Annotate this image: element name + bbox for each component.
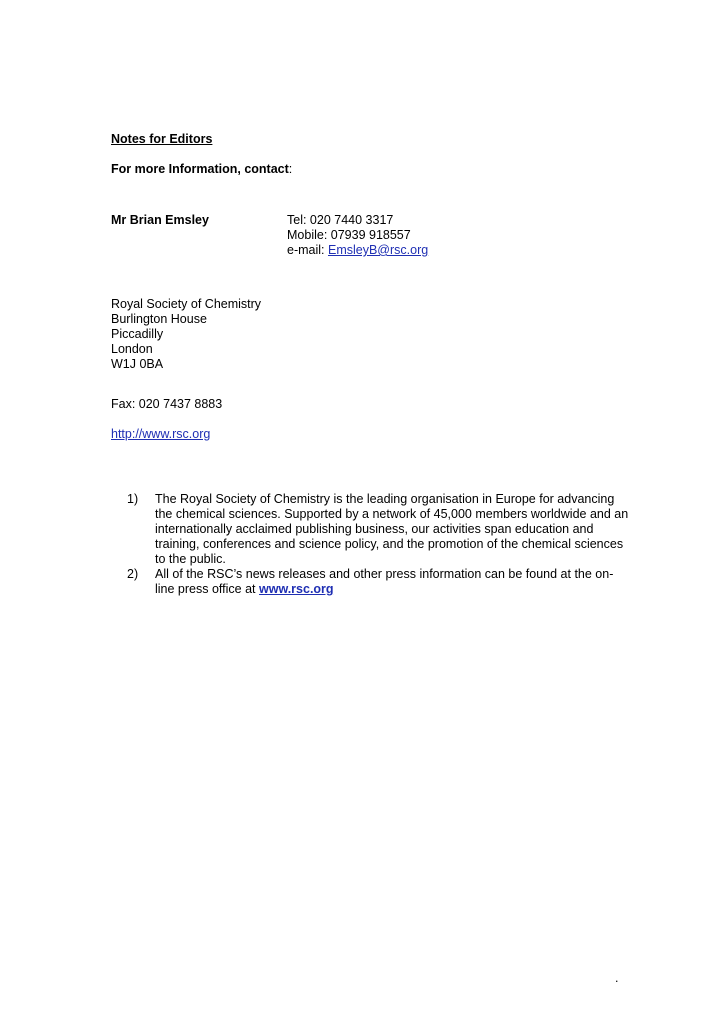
list-item-line-with-link bbox=[155, 582, 627, 597]
website-link[interactable]: http://www.rsc.org bbox=[111, 427, 211, 441]
contact-mobile: Mobile: 07939 918557 bbox=[287, 228, 411, 242]
postal-address bbox=[111, 297, 261, 372]
contact-email-line bbox=[287, 243, 428, 258]
list-item-line: All of the RSC’s news releases and other press information can be found at the on- bbox=[155, 567, 614, 581]
address-line: Burlington House bbox=[111, 312, 207, 326]
list-item-line: the chemical sciences. Supported by a network of 45,000 members worldwide and an bbox=[155, 507, 629, 521]
contact-intro-label: For more Information, contact bbox=[111, 162, 289, 176]
contact-email-label: e-mail: bbox=[287, 243, 328, 257]
list-item-line: line press office at bbox=[155, 582, 259, 596]
contact-intro-colon: : bbox=[288, 162, 293, 176]
contact-name: Mr Brian Emsley bbox=[111, 213, 209, 227]
list-item-line: training, conferences and science policy, and the promotion of the chemical sciences bbox=[155, 537, 624, 551]
address-line: Piccadilly bbox=[111, 327, 164, 341]
contact-email-link[interactable]: EmsleyB@rsc.org bbox=[327, 243, 429, 257]
list-item-line: to the public. bbox=[155, 552, 226, 566]
address-line: London bbox=[111, 342, 153, 356]
editor-notes-list bbox=[127, 492, 627, 597]
page-marker: . bbox=[615, 971, 619, 985]
fax-number: Fax: 020 7437 8883 bbox=[111, 397, 223, 411]
list-item-number: 1) bbox=[127, 492, 139, 506]
address-line: W1J 0BA bbox=[111, 357, 164, 371]
contact-intro bbox=[111, 162, 292, 177]
contact-details bbox=[287, 213, 428, 258]
press-office-link[interactable]: www.rsc.org bbox=[259, 582, 334, 596]
list-item-line: The Royal Society of Chemistry is the leading organisation in Europe for advancing bbox=[155, 492, 615, 506]
contact-tel: Tel: 020 7440 3317 bbox=[287, 213, 394, 227]
list-item bbox=[127, 492, 627, 567]
list-item-line: internationally acclaimed publishing business, our activities span education and bbox=[155, 522, 594, 536]
list-item-number: 2) bbox=[127, 567, 139, 581]
list-item bbox=[127, 567, 627, 597]
notes-for-editors-heading: Notes for Editors bbox=[111, 132, 213, 146]
address-line: Royal Society of Chemistry bbox=[111, 297, 262, 311]
